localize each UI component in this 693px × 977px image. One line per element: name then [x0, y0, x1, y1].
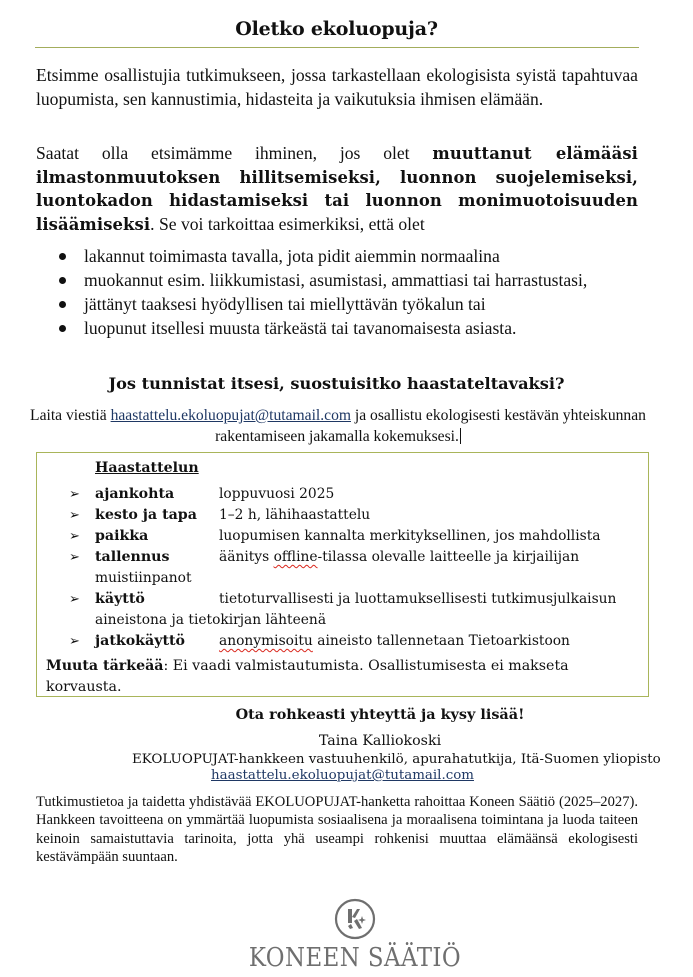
criteria-bold: muuttanut elämääsi ilmastonmuutoksen hillitsemiseksi, luonnon suojelemiseksi, luontokadon hidastamiseksi tai luonnon monimuotoisuuden lisäämiseksi — [36, 144, 638, 234]
detail-row-kesto: ➢ kesto ja tapa 1–2 h, lähihaastattelu — [37, 505, 648, 526]
arrow-bullet-icon: ➢ — [69, 529, 80, 544]
details-list — [37, 484, 648, 652]
bullet-icon — [59, 277, 66, 284]
page-title: Oletko ekoluopuja? — [235, 18, 438, 40]
question-heading: Jos tunnistat itsesi, suostuisitko haastateltavaksi? — [108, 374, 565, 393]
spellcheck-flagged-word: anonymisoitu — [219, 633, 313, 649]
interview-details-box — [36, 452, 649, 697]
funding-paragraph: Tutkimustietoa ja taidetta yhdistävää EKOLUOPUJAT-hanketta rahoittaa Koneen Säätiö (2025–2027). Hankkeen tavoitteena on ymmärtää luopumista sosiaalisena ja moraalisena toimintana ja luoda taiteen keinoin samaistuttavia tarinoita, jotta yhä useampi rohkenisi muuttaa elämäänsä ekologisesti kestävämpään suuntaan. — [36, 794, 638, 865]
contact-role: EKOLUOPUJAT-hankkeen vastuuhenkilö, apurahatutkija, Itä-Suomen yliopisto — [132, 752, 661, 767]
detail-row-tallennus: ➢ tallennus äänitys offline-tilassa olevalle laitteelle ja kirjailijan muistiinpanot — [69, 549, 580, 586]
bullet-icon — [59, 325, 66, 332]
intro-paragraph: Etsimme osallistujia tutkimukseen, jossa tarkastellaan ekologisista syistä tapahtuvaa luopumista, sen kannustimia, hidasteita ja vaikutuksia ihmisen elämään. — [36, 65, 638, 109]
bullet-icon — [59, 301, 66, 308]
list-item: luopunut itsellesi muusta tärkeästä tai tavanomaisesta asiasta. — [56, 316, 616, 340]
arrow-bullet-icon: ➢ — [69, 550, 80, 565]
list-item: lakannut toimimasta tavalla, jota pidit aiemmin normaalina — [56, 244, 616, 268]
contact-name: Taina Kalliokoski — [318, 733, 442, 749]
arrow-bullet-icon: ➢ — [69, 487, 80, 502]
other-important-note: Muuta tärkeää: Ei vaadi valmistautumista. Osallistumisesta ei makseta korvausta. — [46, 658, 569, 695]
arrow-bullet-icon: ➢ — [69, 634, 80, 649]
criteria-paragraph — [36, 142, 638, 236]
detail-row-jatkokaytto: ➢ jatkokäyttö anonymisoitu aineisto tallennetaan Tietoarkistoon — [37, 631, 648, 652]
bullet-icon — [59, 253, 66, 260]
detail-row-ajankohta: ➢ ajankohta loppuvuosi 2025 — [37, 484, 648, 505]
call-to-action: Ota rohkeasti yhteyttä ja kysy lisää! — [235, 706, 525, 723]
koneen-saatio-k-emblem-icon — [333, 897, 377, 941]
arrow-bullet-icon: ➢ — [69, 508, 80, 523]
arrow-bullet-icon: ➢ — [69, 592, 80, 607]
contact-block — [0, 733, 693, 783]
contact-email-link[interactable]: haastattelu.ekoluopujat@tutamail.com — [211, 768, 474, 783]
list-item: muokannut esim. liikkumistasi, asumistasi, ammattiasi tai harrastustasi, — [56, 268, 616, 292]
logo-wordmark: KONEEN SÄÄTIÖ — [248, 943, 462, 973]
examples-list — [56, 244, 616, 340]
criteria-lead: Saatat olla etsimämme ihminen, jos olet — [36, 143, 433, 163]
criteria-tail: . Se voi tarkoittaa esimerkiksi, että olet — [150, 213, 425, 234]
list-item: jättänyt taaksesi hyödyllisen tai miellyttävän työkalun tai — [56, 292, 616, 316]
title-divider — [35, 47, 639, 48]
box-heading: Haastattelun — [95, 460, 199, 476]
invite-paragraph: Laita viestiä haastattelu.ekoluopujat@tutamail.com ja osallistu ekologisesti kestävän yhteiskunnan rakentamiseen jakamalla kokemuksesi. — [30, 407, 646, 445]
koneen-saatio-logo — [230, 897, 480, 977]
email-link[interactable]: haastattelu.ekoluopujat@tutamail.com — [110, 407, 351, 424]
detail-row-paikka: ➢ paikka luopumisen kannalta merkityksellinen, jos mahdollista — [37, 526, 648, 547]
detail-row-kaytto: ➢ käyttö tietoturvallisesti ja luottamuksellisesti tutkimusjulkaisun aineistona ja tietokirjan lähteenä — [69, 591, 617, 628]
spellcheck-flagged-word: offline — [273, 549, 318, 565]
text-cursor — [460, 428, 461, 444]
